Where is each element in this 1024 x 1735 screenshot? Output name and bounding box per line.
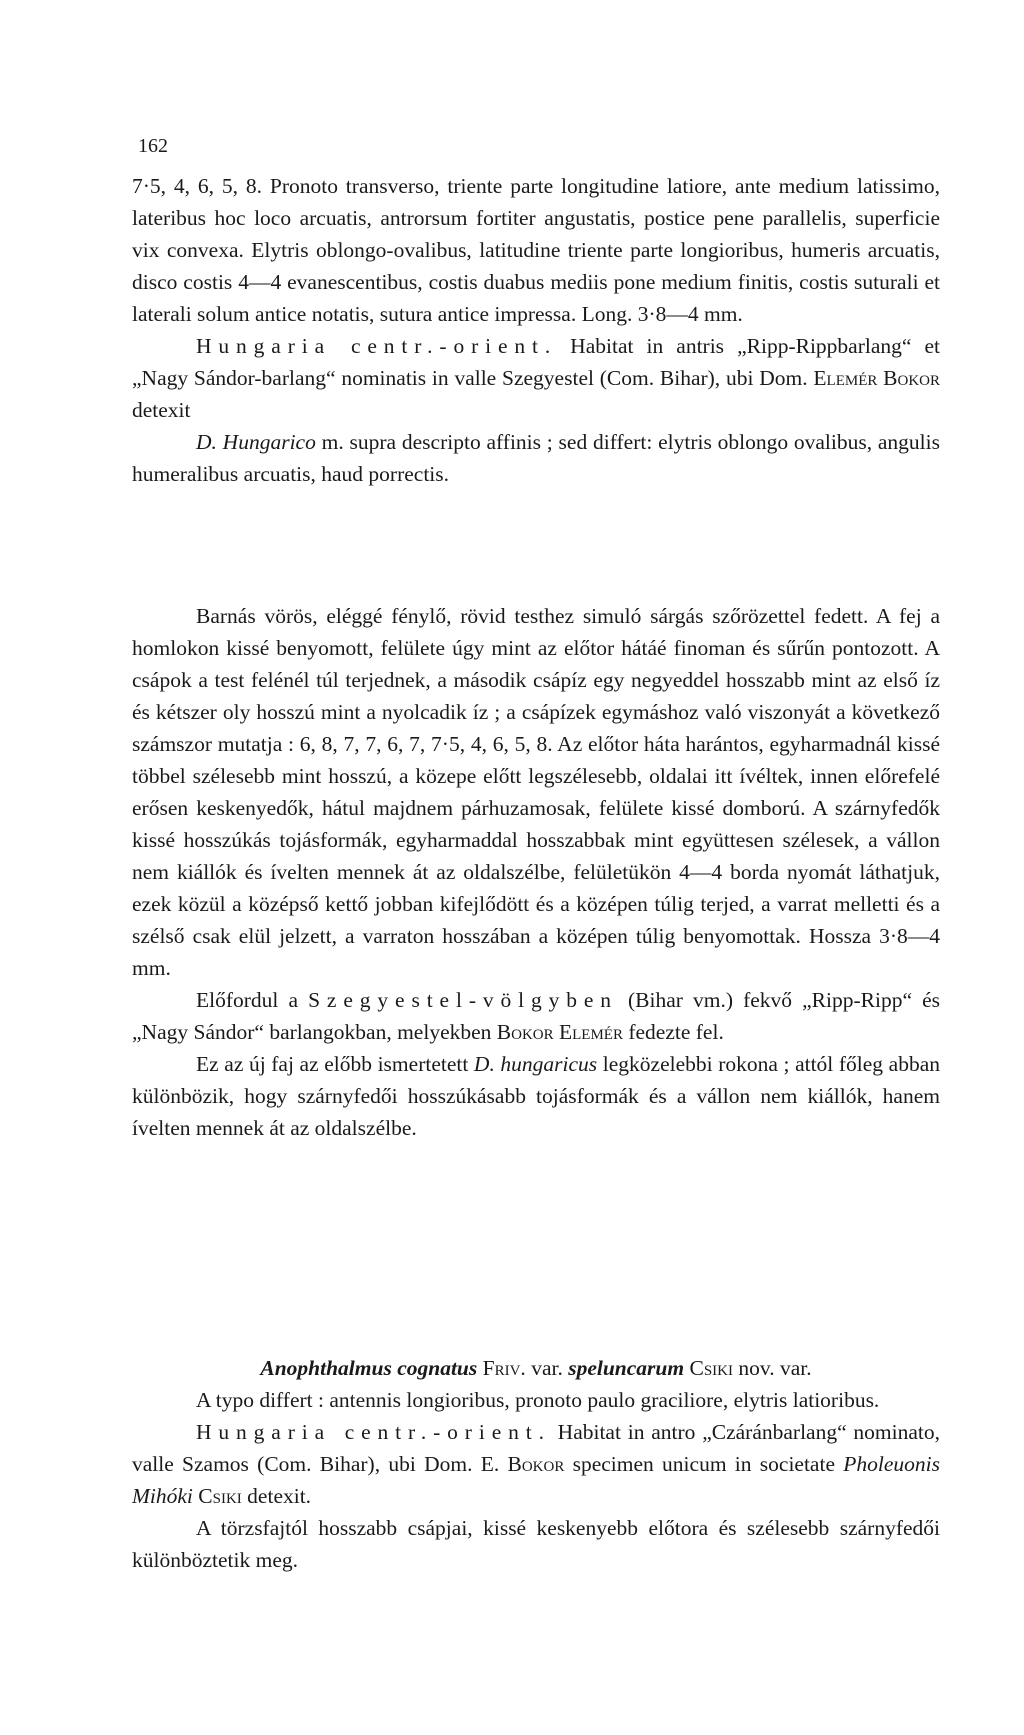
- variety-hungarian-note: A törzsfajtól hosszabb csápjai, kissé keskenyebb előtora és szélesebb szárnyfedői különböztetik meg.: [132, 1516, 940, 1572]
- latin-description-paragraph: 7·5, 4, 6, 5, 8. Pronoto transverso, triente parte longitudine latiore, ante medium latissimo, lateribus hoc loco arcuatis, antrorsum fortiter angustatis, postice pene parallelis, superficie vix convexa. Elytris oblongo-ovalibus, latitudine triente parte longioribus, humeris arcuatis, disco costis 4—4 evanescentibus, costis duabus mediis pone medium finitis, costis suturali et laterali solum antice notatis, sutura antice impressa. Long. 3·8—4 mm.: [132, 174, 940, 326]
- comparison-text: Ez az új faj az előbb ismertetett: [196, 1052, 474, 1076]
- author-csiki: Csiki: [198, 1484, 242, 1508]
- occurrence-paragraph: [132, 984, 940, 1048]
- habitat-text: Habitat in antris „Ripp-Rippbarlang“ et „Nagy Sándor-barlang“ nominatis in valle Szegyestel (Com. Bihar), ubi Dom.: [132, 334, 940, 390]
- author-csiki: Csiki: [689, 1356, 733, 1380]
- variety-diagnosis: A typo differt : antennis longioribus, pronoto paulo graciliore, elytris latioribus.: [196, 1388, 880, 1412]
- comparison-text-end: legközelebbi rokona ; attól főleg abban különbözik, hogy szárnyfedői hosszúkásabb tojásformák és a vállon nem kiállók, hanem ívelten mennek át az oldalszélbe.: [132, 1052, 940, 1140]
- author-friv: Friv.: [482, 1356, 526, 1380]
- collector-name: Elemér Bokor: [813, 366, 941, 390]
- variety-heading: [132, 1352, 940, 1384]
- occurrence-text-end: fedezte fel.: [622, 1020, 724, 1044]
- collector-name: Bokor Elemér: [496, 1020, 623, 1044]
- affinity-text: m. supra descripto affinis ; sed differt: elytris oblongo ovalibus, angulis humeralibus arcuatis, haud porrectis.: [132, 430, 940, 486]
- variety-section: [132, 1352, 940, 1576]
- collector-name: Bokor: [507, 1452, 565, 1476]
- var-label: var.: [531, 1356, 563, 1380]
- hungarian-description-block: [132, 600, 940, 1144]
- variety-habitat-text: Habitat in antro „Czáránbarlang“ nominato, valle Szamos (Com. Bihar), ubi Dom. E.: [132, 1420, 941, 1476]
- locality-spaced: Hungaria centr.-orient.: [196, 1420, 551, 1444]
- genus-species: Anophthalmus cognatus: [260, 1356, 478, 1380]
- occurrence-text-mid: (Bihar vm.) fekvő „Ripp-Ripp“ és „Nagy Sándor“ barlangokban, melyekben: [132, 988, 940, 1044]
- locality-spaced: Hungaria centr.-orient.: [196, 334, 558, 358]
- occurrence-text: Előfordul a: [196, 988, 309, 1012]
- valley-spaced: Szegyestel-völgyben: [308, 988, 618, 1012]
- comparison-paragraph: [132, 1048, 940, 1144]
- variety-habitat-text-end: detexit.: [241, 1484, 312, 1508]
- habitat-text-end: detexit: [132, 398, 191, 422]
- variety-name: speluncarum: [568, 1356, 685, 1380]
- species-ref: Pholeuonis Mihóki: [132, 1452, 941, 1508]
- variety-habitat-text-mid: specimen unicum in societate: [564, 1452, 844, 1476]
- page-number: 162: [138, 135, 168, 157]
- species-ref: D. Hungarico: [196, 430, 316, 454]
- affinity-paragraph: [132, 426, 940, 490]
- habitat-paragraph: [132, 330, 940, 426]
- variety-habitat: [132, 1416, 940, 1512]
- nov-var-label: nov. var.: [738, 1356, 812, 1380]
- species-ref: D. hungaricus: [473, 1052, 598, 1076]
- hungarian-description-paragraph: Barnás vörös, eléggé fénylő, rövid testhez simuló sárgás szőrözettel fedett. A fej a homlokon kissé benyomott, felülete úgy mint az előtor hátáé finoman és sűrűn pontozott. A csápok a test felénél túl terjednek, a második csápíz egy negyeddel hosszabb mint az első íz és kétszer oly hosszú mint a nyolcadik íz ; a csápízek egymáshoz való viszonyát a következő számszor mutatja : 6, 8, 7, 7, 6, 7, 7·5, 4, 6, 5, 8. Az előtor háta harántos, egyharmadnál kissé többel szélesebb mint hosszú, a közepe előtt legszélesebb, oldalai itt ívéltek, innen előrefelé erősen keskenyedők, hátul majdnem párhuzamosak, felülete kissé domború. A szárnyfedők kissé hosszúkás tojásformák, egyharmaddal hosszabbak mint együttesen szélesek, a vállon nem kiállók és ívelten mennek át az oldalszélbe, felületükön 4—4 borda nyomát láthatjuk, ezek közül a középső kettő jobban kifejlődött és a középen túlig terjed, a varrat melletti és a szélső csak elül jelzett, a varraton hosszában a középen túlig benyomottak. Hossza 3·8—4 mm.: [132, 604, 940, 980]
- latin-description-block: [132, 170, 940, 490]
